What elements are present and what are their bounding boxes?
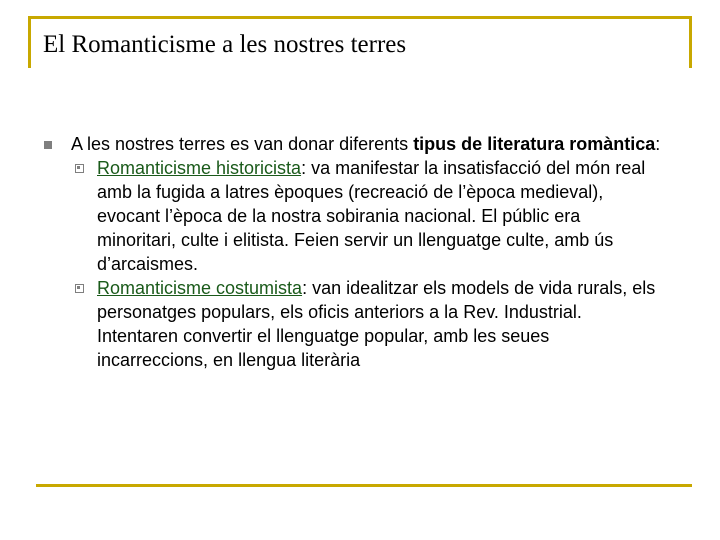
bottom-rule-line [36, 484, 692, 487]
intro-bold-text: tipus de literatura romàntica [413, 134, 656, 154]
title-frame-top-line [28, 16, 692, 19]
term-historicista: Romanticisme historicista [97, 158, 302, 178]
title-frame-right-line [689, 16, 692, 68]
hollow-square-bullet-icon [75, 164, 84, 173]
content-body [71, 132, 661, 372]
item-text: : van idealitzar els models de vida rurals, els personatges populars, els oficis anteriors a la Rev. Industrial. Intentaren convertir el llenguatge popular, amb les seues incarreccions, en llengua literària [97, 278, 656, 370]
intro-colon: : [655, 134, 661, 154]
intro-paragraph [71, 132, 661, 156]
item-text: : va manifestar la insatisfacció del món real amb la fugida a latres èpoques (recreació de l’època medieval), evocant l’època de la nostra sobirania nacional. El públic era minoritari, culte i elitista. Feien servir un llenguatge culte, amb ús d’arcaismes. [97, 158, 646, 274]
hollow-square-bullet-icon [75, 284, 84, 293]
list-item [71, 276, 661, 372]
title-frame-left-line [28, 16, 31, 68]
square-bullet-icon [44, 141, 52, 149]
sub-bullet-list [71, 156, 661, 372]
term-costumista: Romanticisme costumista [97, 278, 303, 298]
slide-title: El Romanticisme a les nostres terres [43, 31, 407, 58]
intro-text: A les nostres terres es van donar diferents [71, 134, 414, 154]
list-item [71, 156, 661, 276]
